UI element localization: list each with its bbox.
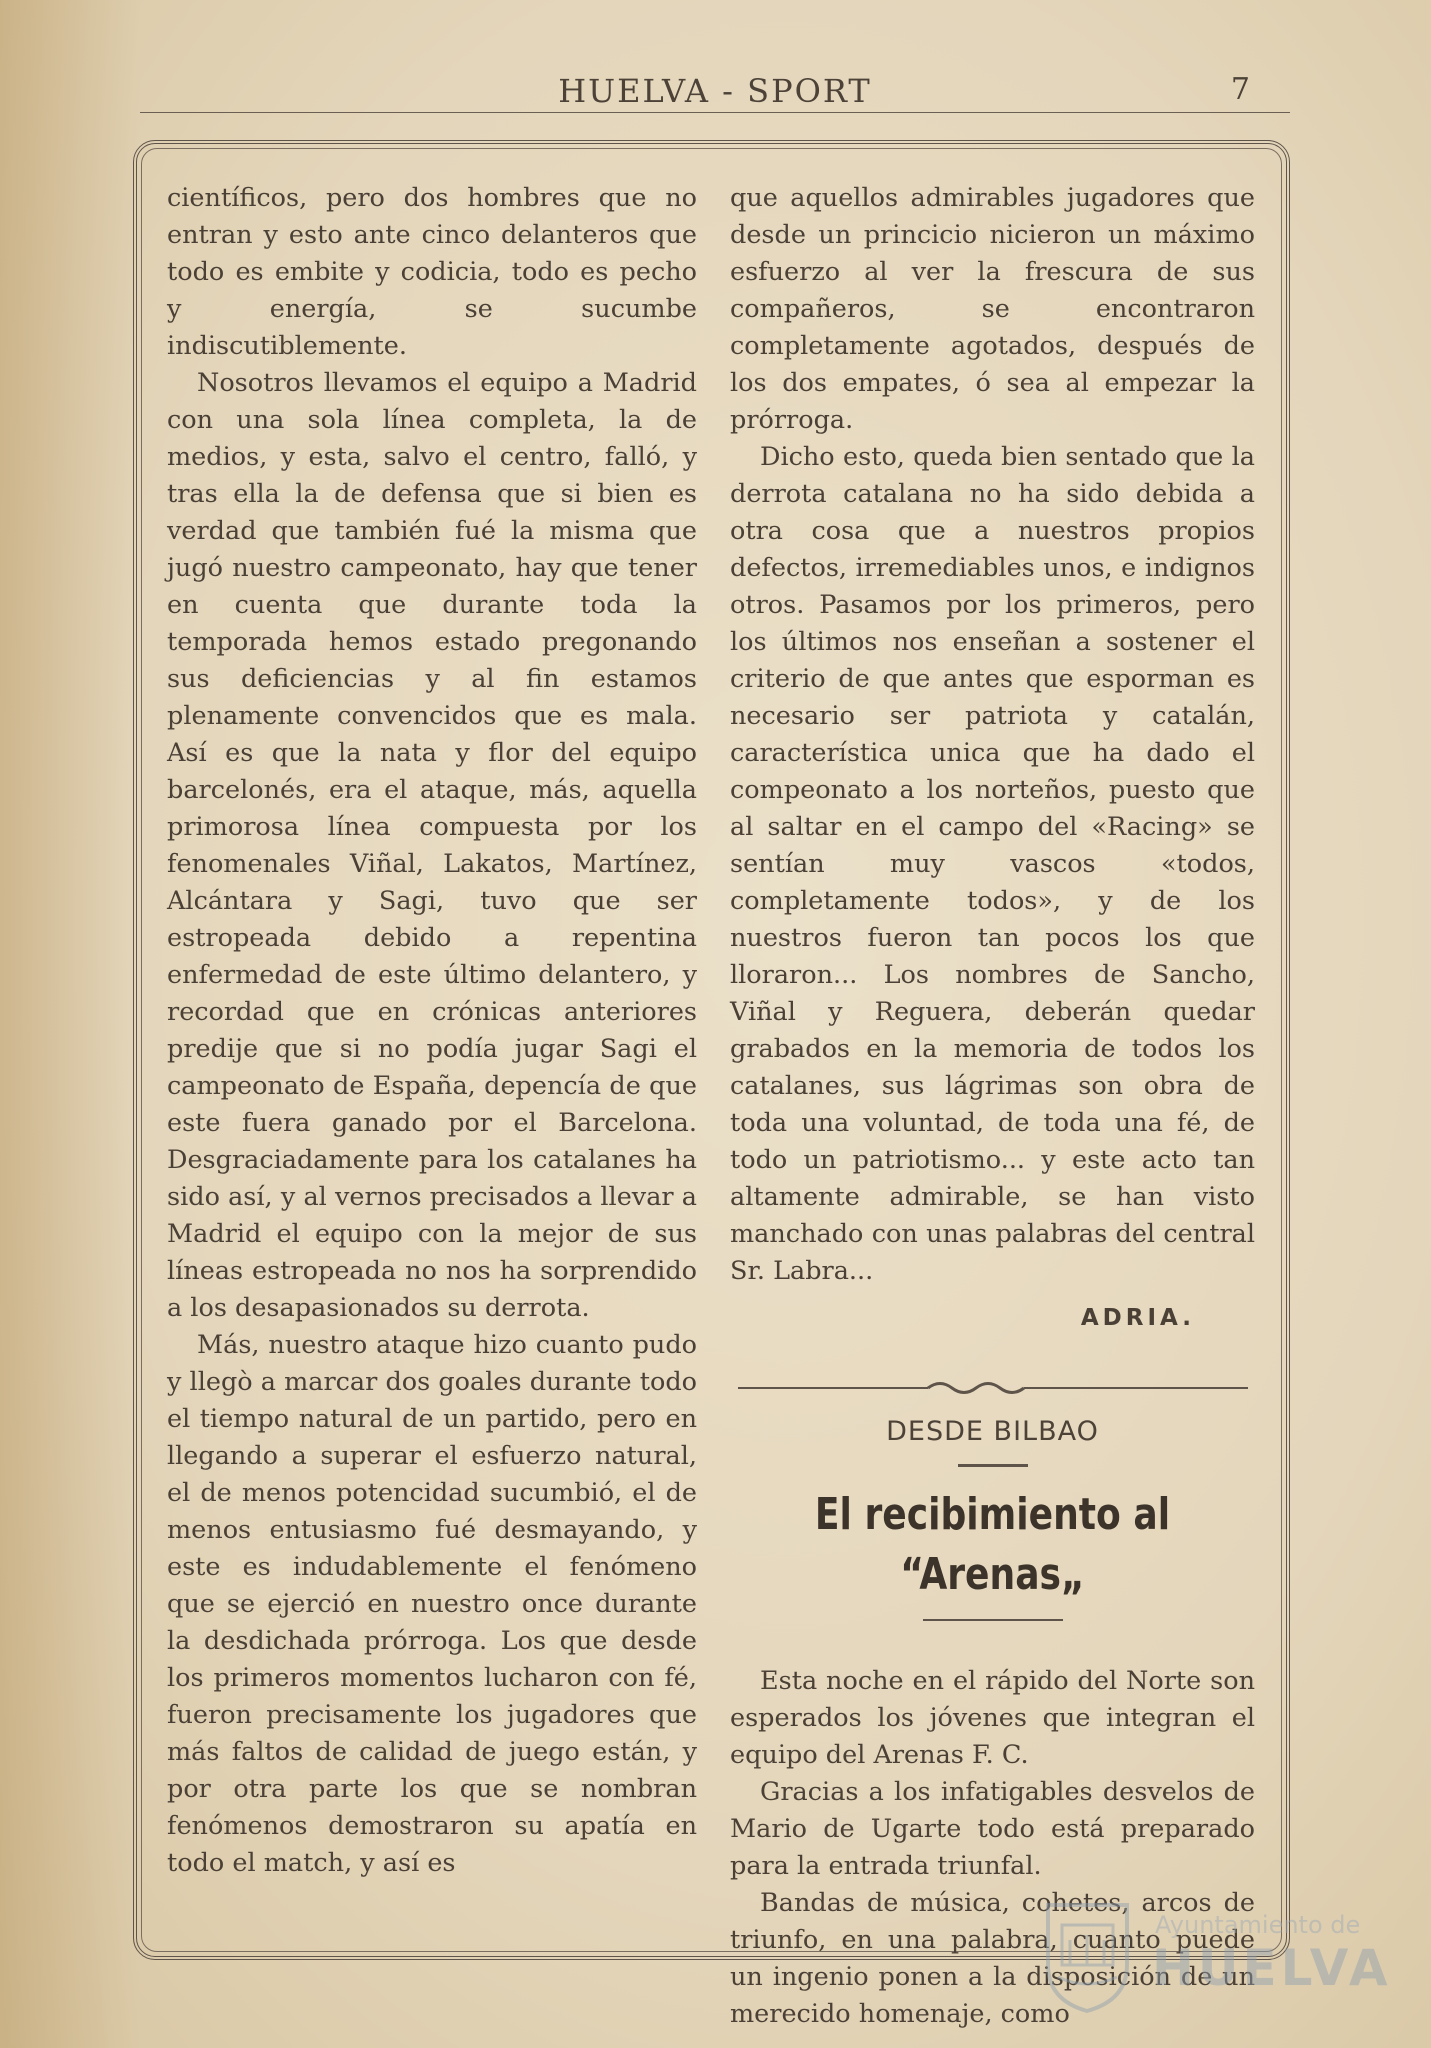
paragraph: científicos, pero dos hombres que no entran y esto ante cinco delanteros que todo es embite y codicia, todo es pecho y energía, se sucumbe indiscutiblemente. (167, 183, 697, 361)
paragraph: Nosotros llevamos el equipo a Madrid con una sola línea completa, la de medios, y esta, salvo el centro, falló, y tras ella la de defensa que si bien es verdad que también fué la misma que jugó nuestro campeonato, hay que tener en cuenta que durante toda la temporada hemos estado pregonando sus deficiencias y al fin estamos plenamente convencidos que es mala. Así es que la nata y flor del equipo barcelonés, era el ataque, más, aquella primorosa línea compuesta por los fenomenales Viñal, Lakatos, Martínez, Alcántara y Sagi, tuvo que ser estropeada debido a repentina enfermedad de este último delantero, y recordad que en crónicas anteriores predije que si no podía jugar Sagi el campeonato de España, depencía de que este fuera ganado por el Barcelona. Desgraciadamente para los catalanes ha sido así, y al vernos precisados a llevar a Madrid el equipo con la mejor de sus líneas estropeada no nos ha sorprendido a los desapasionados su derrota. (167, 368, 697, 1323)
page-header (140, 70, 1290, 120)
right-column (730, 180, 1255, 2033)
paragraph: Más, nuestro ataque hizo cuanto pudo y llegò a marcar dos goales durante todo el tiempo natural de un partido, pero en llegando a superar el esfuerzo natural, el de menos potencidad sucumbió, el de menos entusiasmo fué desmayando, y este es indudablemente el fenómeno que se ejerció en nuestro once durante la desdichada prórroga. Los que desde los primeros momentos lucharon con fé, fueron precisamente los jugadores que más faltos de calidad de juego están, y por otra parte los que se nombran fenómenos demostraron su apatía en todo el match, y así es (167, 1330, 697, 1878)
page-number: 7 (1230, 72, 1250, 107)
header-rule (140, 112, 1290, 113)
author-signature: ADRIA. (1080, 1305, 1195, 1331)
headline-rule (923, 1619, 1063, 1621)
left-column (167, 180, 697, 1882)
kicker-rule (958, 1464, 1028, 1467)
watermark-town-label: Ayuntamiento de (1155, 1911, 1361, 1939)
publication-title: HUELVA - SPORT (558, 72, 872, 110)
article-kicker: DESDE BILBAO (886, 1416, 1099, 1447)
paragraph: Esta noche en el rápido del Norte son esperados los jóvenes que integran el equipo del Arenas F. C. (730, 1666, 1255, 1770)
paragraph: Bandas de música, cohetes, arcos de triunfo, en una palabra, cuanto puede un ingenio ponen a la disposición de un merecido homenaje, como (730, 1888, 1255, 2029)
paragraph: Gracias a los infatigables desvelos de Mario de Ugarte todo está preparado para la entrada triunfal. (730, 1777, 1255, 1881)
city-shield-icon (1040, 1895, 1135, 2015)
archive-watermark (1020, 1895, 1392, 2015)
paragraph: Dicho esto, queda bien sentado que la derrota catalana no ha sido debida a otra cosa que a nuestros propios defectos, irremediables unos, e indignos otros. Pasamos por los primeros, pero los últimos nos enseñan a sostener el criterio de que antes que esporman es necesario ser patriota y catalán, característica unica que ha dado el compeonato a los norteños, puesto que al saltar en el campo del «Racing» se sentían muy vascos «todos, completamente todos», y de los nuestros fueron tan pocos los que lloraron... Los nombres de Sancho, Viñal y Reguera, deberán quedar grabados en la memoria de todos los catalanes, sus lágrimas son obra de toda una voluntad, de toda una fé, de todo un patriotismo... y este acto tan altamente admirable, se han visto manchado con unas palabras del central Sr. Labra... (730, 442, 1255, 1286)
section-divider (738, 1375, 1248, 1401)
paragraph: que aquellos admirables jugadores que desde un princicio nicieron un máximo esfuerzo al ver la frescura de sus compañeros, se encontraron completamente agotados, después de los dos empates, ó sea al empezar la prórroga. (730, 183, 1255, 435)
watermark-city-label: HUELVA (1152, 1939, 1392, 1997)
paper-edge-shade (0, 0, 140, 2048)
article-headline: El recibimiento al “Arenas„ (814, 1489, 1171, 1600)
